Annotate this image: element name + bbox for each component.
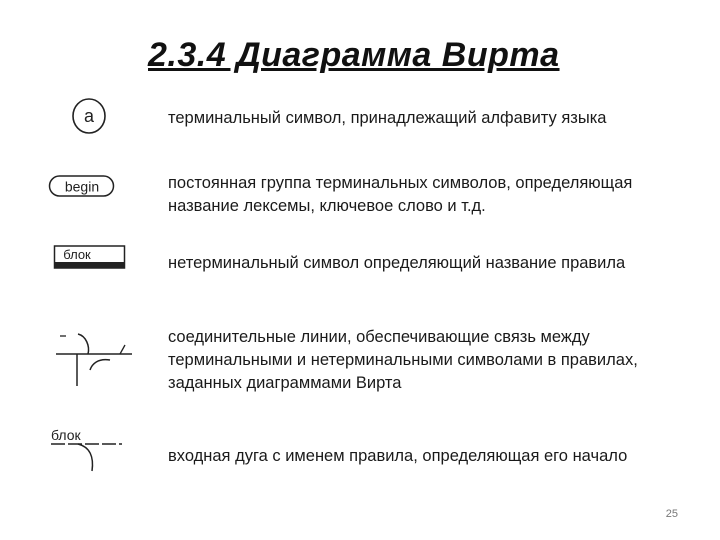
keyword-rounded-symbol (48, 174, 118, 200)
nonterminal-symbol-label: блок (63, 247, 91, 262)
description-nonterminal-symbol: нетерминальный символ определяющий название правила (168, 254, 626, 272)
description-terminal-symbol: терминальный символ, принадлежащий алфавиту языка (168, 109, 607, 127)
description-connecting-lines: соединительные линии, обеспечивающие связь между терминальными и нетерминальными символами в правилах, заданных диаграммами Вирта (168, 328, 638, 392)
nonterminal-rect-symbol (53, 244, 129, 272)
description-keyword-symbol: постоянная группа терминальных символов, определяющая название лексемы, ключевое слово и т.д. (168, 174, 633, 215)
page-number: 25 (665, 508, 678, 520)
connecting-lines-symbol (52, 330, 136, 390)
entry-arc-label: блок (51, 427, 81, 443)
slide-title: 2.3.4 Диаграмма Вирта (148, 36, 560, 74)
terminal-symbol-label: a (83, 106, 95, 126)
keyword-symbol-label: begin (64, 178, 100, 195)
entry-arc-symbol (50, 427, 130, 477)
description-entry-arc: входная дуга с именем правила, определяющая его начало (168, 447, 628, 465)
terminal-circle-symbol (68, 96, 112, 136)
